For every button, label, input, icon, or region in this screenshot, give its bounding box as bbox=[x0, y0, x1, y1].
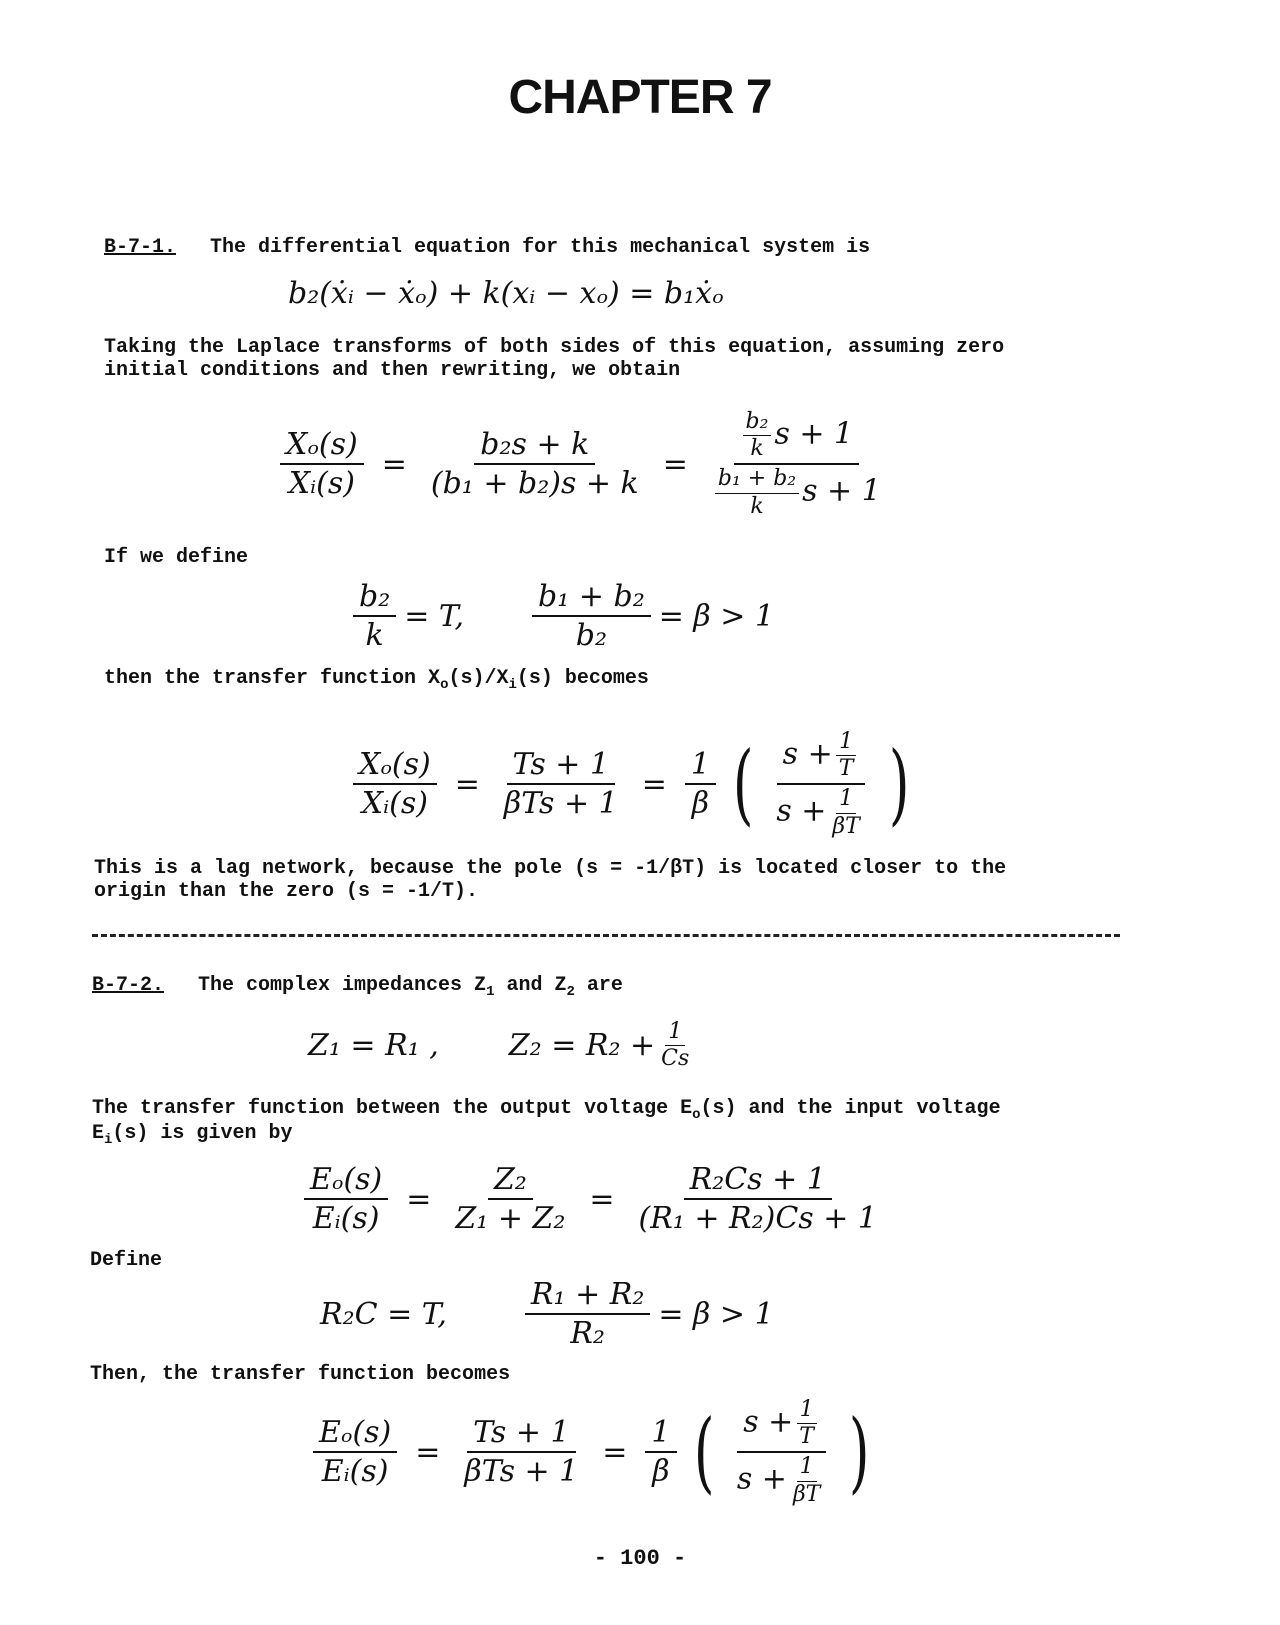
problem-b-7-2-intro-line: B-7-2. The complex impedances $Z_1$ and $Z_2$ are bbox=[92, 974, 623, 1000]
transfer-function-equation-2: $\frac{\text{Xₒ(s)}}{\text{Xᵢ(s)}}$ = $\frac{Ts + 1}{\text{βTs + 1}}$ = $\frac{1}{\beta}$ ( s + $\frac{1}{T}$ s + $\frac{1}{\beta T}$ ) bbox=[345, 730, 918, 839]
problem-b-7-1-intro-line bbox=[104, 236, 1184, 259]
define-text: Define bbox=[90, 1249, 163, 1272]
problem-id: B-7-1. bbox=[104, 236, 177, 259]
eq1-lhs-fraction: $\frac{\text{Xₒ(s)}}{\text{Xᵢ(s)}}$ bbox=[280, 428, 364, 500]
then-transfer-function-text: then the transfer function $X_o(s)/X_i(s)$ becomes bbox=[104, 667, 649, 693]
if-we-define-text: If we define bbox=[104, 546, 249, 569]
transfer-function-equation-4: $\frac{\text{Eₒ(s)}}{\text{Eᵢ(s)}}$ = $\frac{Ts + 1}{\text{βTs + 1}}$ = $\frac{1}{\beta}$ ( s + $\frac{1}{T}$ s + $\frac{1}{\beta T}$ ) bbox=[305, 1398, 879, 1507]
problem-id: B-7-2. bbox=[92, 974, 165, 997]
impedance-equations: Z₁ = R₁ , Z₂ = R₂ + $\frac{1}{Cs}$ bbox=[308, 1019, 690, 1072]
transfer-function-equation-1: $\frac{\text{Xₒ(s)}}{\text{Xᵢ(s)}}$ = $\frac{\text{b₂s + k}}{\text{(b₁ + b₂)s + k}}$ = $\frac{\text{b₂}}{k}$ s + 1 $\frac{\text{b₁ + b₂}}{k}$ s + 1 bbox=[272, 410, 895, 519]
laplace-paragraph: Taking the Laplace transforms of both sides of this equation, assuming zero initial conditions and then rewriting, we obtain bbox=[104, 336, 1005, 382]
lag-network-conclusion: This is a lag network, because the pole (s = -1/βT) is located closer to the origin than the zero (s = -1/T). bbox=[94, 857, 1007, 903]
definitions-2: R₂C = T, $\frac{\text{R₁ + R₂}}{\text{R₂}}$ = β > 1 bbox=[320, 1277, 774, 1351]
problem-intro: The differential equation for this mechanical system is bbox=[210, 236, 871, 259]
eq1-mid-fraction: $\frac{\text{b₂s + k}}{\text{(b₁ + b₂)s + k}}$ bbox=[430, 427, 639, 502]
then-tf-becomes-text: Then, the transfer function becomes bbox=[90, 1363, 511, 1386]
definitions-1: $\frac{\text{b₂}}{k}$ = T, $\frac{\text{b₁ + b₂}}{\text{b₂}}$ = β > 1 bbox=[345, 580, 774, 652]
page-number: - 100 - bbox=[593, 1546, 687, 1571]
tf-between-voltages-text: The transfer function between the output voltage $E_o(s)$ and the input voltage $E_i(s)$ is given by bbox=[92, 1097, 1001, 1148]
section-divider bbox=[92, 934, 1120, 937]
differential-equation: b₂(ẋᵢ − ẋₒ) + k(xᵢ − xₒ) = b₁ẋₒ bbox=[288, 276, 724, 311]
chapter-title: CHAPTER 7 bbox=[508, 71, 772, 124]
transfer-function-equation-3: $\frac{\text{Eₒ(s)}}{\text{Eᵢ(s)}}$ = $\frac{\text{Z₂}}{\text{Z₁ + Z₂}}$ = $\frac{\text{R₂Cs + 1}}{\text{(R₁ + R₂)Cs + 1}}$ bbox=[296, 1163, 891, 1235]
eq1-rhs-fraction: $\frac{\text{b₂}}{k}$ s + 1 $\frac{\text{b₁ + b₂}}{k}$ s + 1 bbox=[706, 410, 887, 519]
